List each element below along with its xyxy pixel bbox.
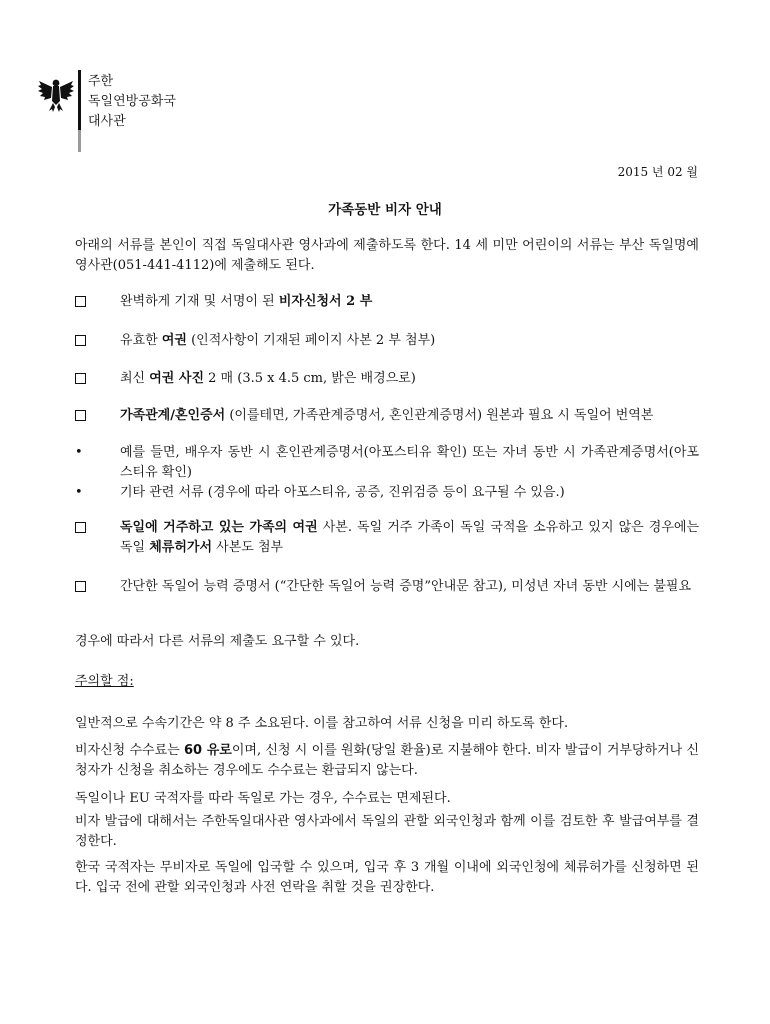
note-review: 비자 발급에 대해서는 주한독일대사관 영사과에서 독일의 관할 외국인청과 함께 이를 검토한 후 발급여부를 결정한다. [75,814,699,849]
item-bold-text: 독일에 거주하고 있는 가족의 여권 [120,520,318,535]
federal-eagle-icon [36,74,76,114]
note-fee [75,741,699,781]
item-text: 간단한 독일어 능력 증명서 (“간단한 독일어 능력 증명”안내문 참고), 미성년 자녀 동반 시에는 불필요 [120,579,692,594]
fee-amount: 60 유로 [184,743,232,758]
note-fee-exemption: 독일이나 EU 국적자를 따라 독일로 가는 경우, 수수료는 면제된다. [75,791,451,806]
letterhead-line: 주한 [88,74,114,89]
checklist-item-family-certificate [75,406,699,426]
note-text: 이며, 신청 시 이를 원화(당일 환율)로 지불해야 한다. 비자 발급이 거부당하거나 신청자가 신청을 취소하는 경우에도 수수료는 환급되지 않는다. [75,743,700,778]
item-bold-text: 체류허가서 [149,540,213,555]
item-text: 유효한 [120,333,162,348]
item-text: 2 매 (3.5 x 4.5 cm, 밝은 배경으로) [204,371,416,386]
note-processing-time: 일반적으로 수속기간은 약 8 주 소요된다. 이를 참고하여 서류 신청을 미리 하도록 한다. [75,716,569,731]
bullet-text: 예를 들면, 배우자 동반 시 혼인관계증명서(아포스티유 확인) 또는 자녀 동반 시 가족관계증명서(아포스티유 확인) [120,445,699,480]
notes-heading-text: 주의할 점: [75,674,134,689]
item-text: (인적사항이 기재된 페이지 사본 2 부 첨부) [186,333,436,348]
item-bold-text: 가족관계/혼인증서 [120,408,226,423]
item-bold-text: 여권 [161,333,187,348]
checklist-item-german-language [75,577,699,597]
additional-docs-note: 경우에 따라서 다른 서류의 제출도 요구할 수 있다. [75,634,360,649]
document-title: 가족동반 비자 안내 [328,202,442,218]
checkbox-icon [75,410,86,421]
item-text: 사본도 첨부 [212,540,284,555]
intro-paragraph: 아래의 서류를 본인이 직접 독일대사관 영사과에 제출하도록 한다. 14 세 미만 어린이의 서류는 부산 독일명예영사관(051-441-4112)에 제출해도 된다. [75,238,699,273]
document-date: 2015 년 02 월 [617,165,698,179]
item-text: 최신 [120,371,150,386]
bullet-icon: • [75,445,83,460]
letterhead-line: 대사관 [88,114,126,129]
bullet-item-other-docs [75,483,699,503]
checkbox-icon [75,373,86,384]
checkbox-icon [75,581,86,592]
checklist-item-family-passport [75,518,699,558]
checklist-item-application [75,292,699,312]
checkbox-icon [75,522,86,533]
letterhead-text [88,72,176,132]
checkbox-icon [75,296,86,307]
checklist-item-passport [75,331,699,351]
item-bold-text: 여권 사진 [149,371,205,386]
bullet-icon: • [75,485,83,500]
bullet-item-example [75,443,699,483]
item-text: 완벽하게 기재 및 서명이 된 [120,294,279,309]
note-text: 비자신청 수수료는 [75,743,184,758]
checkbox-icon [75,335,86,346]
item-text: (이를테면, 가족관계증명서, 혼인관계증명서) 원본과 필요 시 독일어 번역본 [225,408,654,423]
item-bold-text: 비자신청서 2 부 [278,294,373,309]
note-visa-free-entry: 한국 국적자는 무비자로 독일에 입국할 수 있으며, 입국 후 3 개월 이내에 외국인청에 체류허가를 신청하면 된다. 입국 전에 관할 외국인청과 사전 연락을 취할 것을 권장한다. [75,860,699,895]
item-text: 사본. 독일 거주 가족이 독일 국적을 소유하고 있지 않은 경우에는 독일 [120,520,699,555]
notes-heading [75,672,699,692]
letterhead-bar-accent [78,130,81,152]
letterhead-line: 독일연방공화국 [88,94,176,109]
bullet-text: 기타 관련 서류 (경우에 따라 아포스티유, 공증, 진위검증 등이 요구될 수 있음.) [120,485,565,500]
checklist-item-photo [75,369,699,389]
